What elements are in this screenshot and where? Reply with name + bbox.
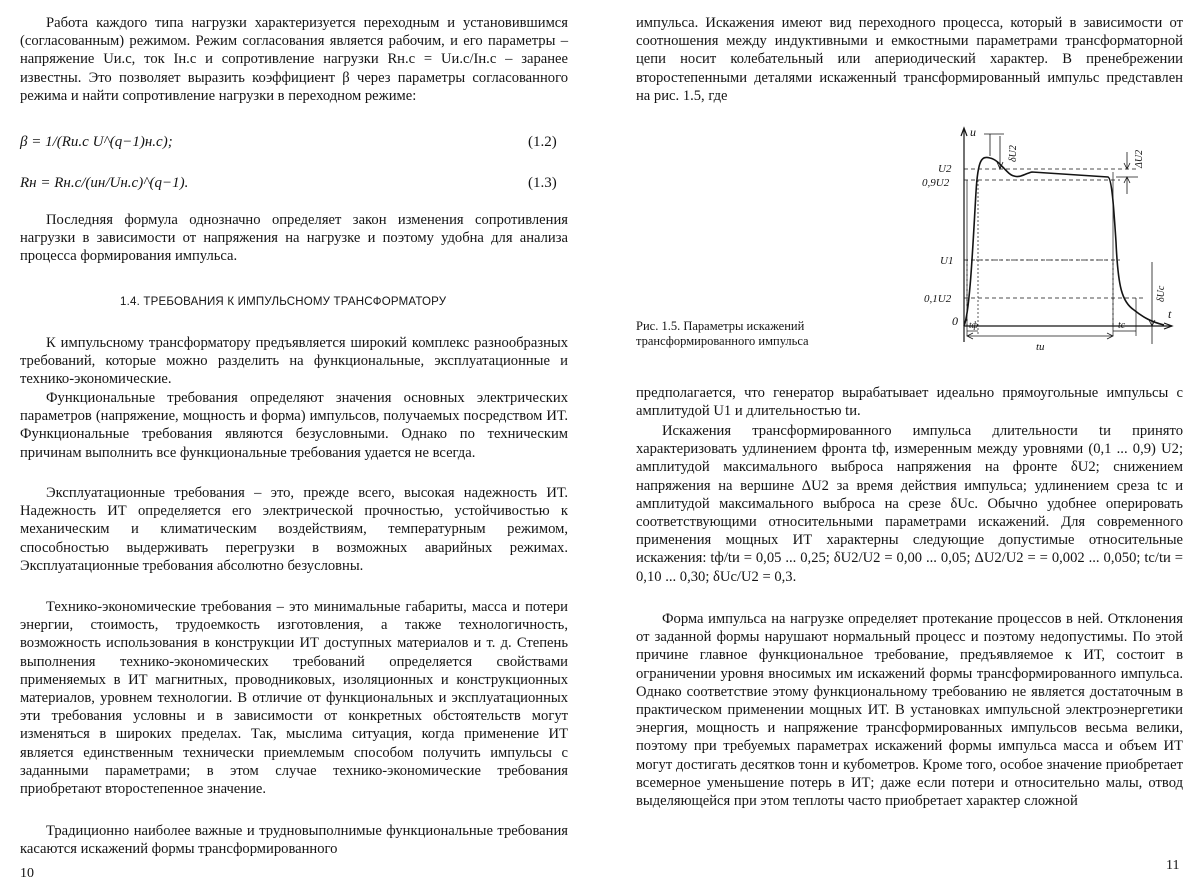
label-du2: δU2 — [1008, 145, 1019, 162]
label-ti: tи — [1036, 341, 1045, 353]
right-paragraph-2: Искажения трансформированного импульса длительности tи принято характеризовать удлинением фронта tф, измеренным между уровнями (0,1 ... 0,9) U2; амплитудой максимального выброса напряжения на фронте δU2; снижением напряжения на вершине ΔU2 за время действия импульса; удлинением среза tc и амплитудой максимального выброса на срезе δUc. Обычно удобнее оперировать соответствующими относительными параметрами искажений. Для современного применения мощных ИТ характерны следующие допустимые относительные искажения: tф/tи = 0,05 ... 0,25; δU2/U2 = 0,00 ... 0,05; ΔU2/U2 = = 0,002 ... 0,050; tc/tи = 0,10 ... 0,30; δUc/U2 = 0,3. — [636, 423, 1183, 585]
paragraph-4: Технико-экономические требования – это минимальные габариты, масса и потери энергии, стоимость, трудоемкость изготовления, а также технологичность, возможность использования в конструкции ИТ доступных материалов и т. д. Степень выполнения технико-экономических требований определяется свойствами применяемых в ИТ магнитных, проводниковых, изоляционных и конструкционных материалов, уровнем технологии. В отличие от функциональных и эксплуатационных эти требования условны и в зависимости от конкретных обстоятельств могут изменяться в широких пределах. Так, мыслима ситуация, когда применение ИТ является единственным технически приемлемым способом получить импульсы с заданными параметрами; в этом случае технико-экономические требования приобретают второстепенное значение. — [20, 599, 568, 798]
equation-1-3: Rн = Rн.с/(uн/Uн.с)^(q−1). — [20, 175, 189, 191]
paragraph-2: Функциональные требования определяют значения основных электрических параметров (напряжение, мощность и форма) импульсов, получаемых посредством ИТ. Функциональные требования являются безусловными. Однако по техническим причинам выполнить все функциональные требования удается не всегда. — [20, 390, 568, 461]
label-u1: U1 — [940, 255, 954, 267]
label-delta-u2: ΔU2 — [1134, 149, 1145, 168]
paragraph-1: К импульсному трансформатору предъявляется широкий комплекс разнообразных требований, которые можно разделить на функциональные, эксплуатационные и технико-экономические. — [20, 335, 568, 388]
label-09-u2: 0,9U2 — [922, 177, 950, 189]
after-equations-paragraph: Последняя формула однозначно определяет закон изменения сопротивления нагрузки в зависимости от напряжения на нагрузке и поэтому удобна для анализа процесса формирования импульса. — [20, 212, 568, 265]
distorted-pulse-curve — [964, 157, 1164, 326]
page-number-left: 10 — [20, 866, 34, 881]
right-paragraph-3: Форма импульса на нагрузке определяет протекание процессов в ней. Отклонения от заданной формы нарушают нормальный процесс и поэтому недопустимы. По этой причине главное функциональное требование, предъявляемое к ИТ, состоит в ограничении уровня вносимых им искажений формы трансформированного импульса. Однако соответствие этому функциональному требованию не является достаточным в практическом применении мощных ИТ. В установках импульсной электроэнергетики энергия, мощность и напряжение трансформированных импульсов весьма велики, поэтому при требуемых параметрах искажений формы импульса масса и объем ИТ могут достигать десятков тонн и кубометров. Кроме того, особое значение приобретает всемерное уменьшение потерь в ИТ; даже если потери и относительно малы, отвод выделяющейся при этом теплоты часто приобретает характер сложной — [636, 611, 1183, 810]
right-paragraph-1: предполагается, что генератор вырабатывает идеально прямоугольные импульсы с амплитудой U1 и длительностью tи. — [636, 385, 1183, 420]
equation-1-2: β = 1/(Rи.с U^(q−1)н.с); — [20, 134, 173, 150]
ideal-pulse — [967, 260, 1113, 326]
top-paragraph: импульса. Искажения имеют вид переходного процесса, который в зависимости от соотношения между индуктивными и емкостными параметрами трансформаторной цепи носит колебательный или апериодический характер. В пренебрежении второстепенными деталями искаженный трансформированный импульс представлен на рис. 1.5, где — [636, 15, 1183, 104]
label-u: u — [970, 125, 976, 139]
label-t: t — [1168, 307, 1172, 321]
equation-1-3-number: (1.3) — [528, 175, 557, 191]
label-tf: tф — [969, 320, 978, 330]
label-duc: δUc — [1156, 285, 1167, 302]
section-heading: 1.4. ТРЕБОВАНИЯ К ИМПУЛЬСНОМУ ТРАНСФОРМАТОРУ — [120, 296, 447, 308]
paragraph-5: Традиционно наиболее важные и трудновыполнимые функциональные требования касаются искажений формы трансформированного — [20, 823, 568, 858]
intro-paragraph: Работа каждого типа нагрузки характеризуется переходным и установившимся (согласованным) режимом. Режим согласования является рабочим, и его параметры – напряжение Uи.с, ток Iн.с и сопротивление нагрузки Rн.с = Uи.с/Iн.с – заранее известны. Это позволяет выразить коэффициент β через параметры согласованного режима и найти сопротивление нагрузки в переходном режиме: — [20, 15, 568, 104]
label-01-u2: 0,1U2 — [924, 293, 952, 305]
label-tc: tc — [1118, 320, 1126, 331]
page-number-right: 11 — [1166, 858, 1180, 873]
label-u2: U2 — [938, 163, 952, 175]
equation-1-2-number: (1.2) — [528, 134, 557, 150]
pulse-distortion-figure — [920, 122, 1182, 354]
right-page — [600, 0, 1200, 884]
figure-caption: Рис. 1.5. Параметры искажений трансформированного импульса — [636, 319, 809, 348]
label-zero: 0 — [952, 314, 958, 328]
paragraph-3: Эксплуатационные требования – это, прежде всего, высокая надежность ИТ. Надежность ИТ определяется его электрической прочностью, устойчивостью к механическим и климатическим воздействиям, температурным режимом, способностью выдерживать перегрузки в возможных аварийных режимах. Эксплуатационные требования абсолютно безусловны. — [20, 485, 568, 574]
